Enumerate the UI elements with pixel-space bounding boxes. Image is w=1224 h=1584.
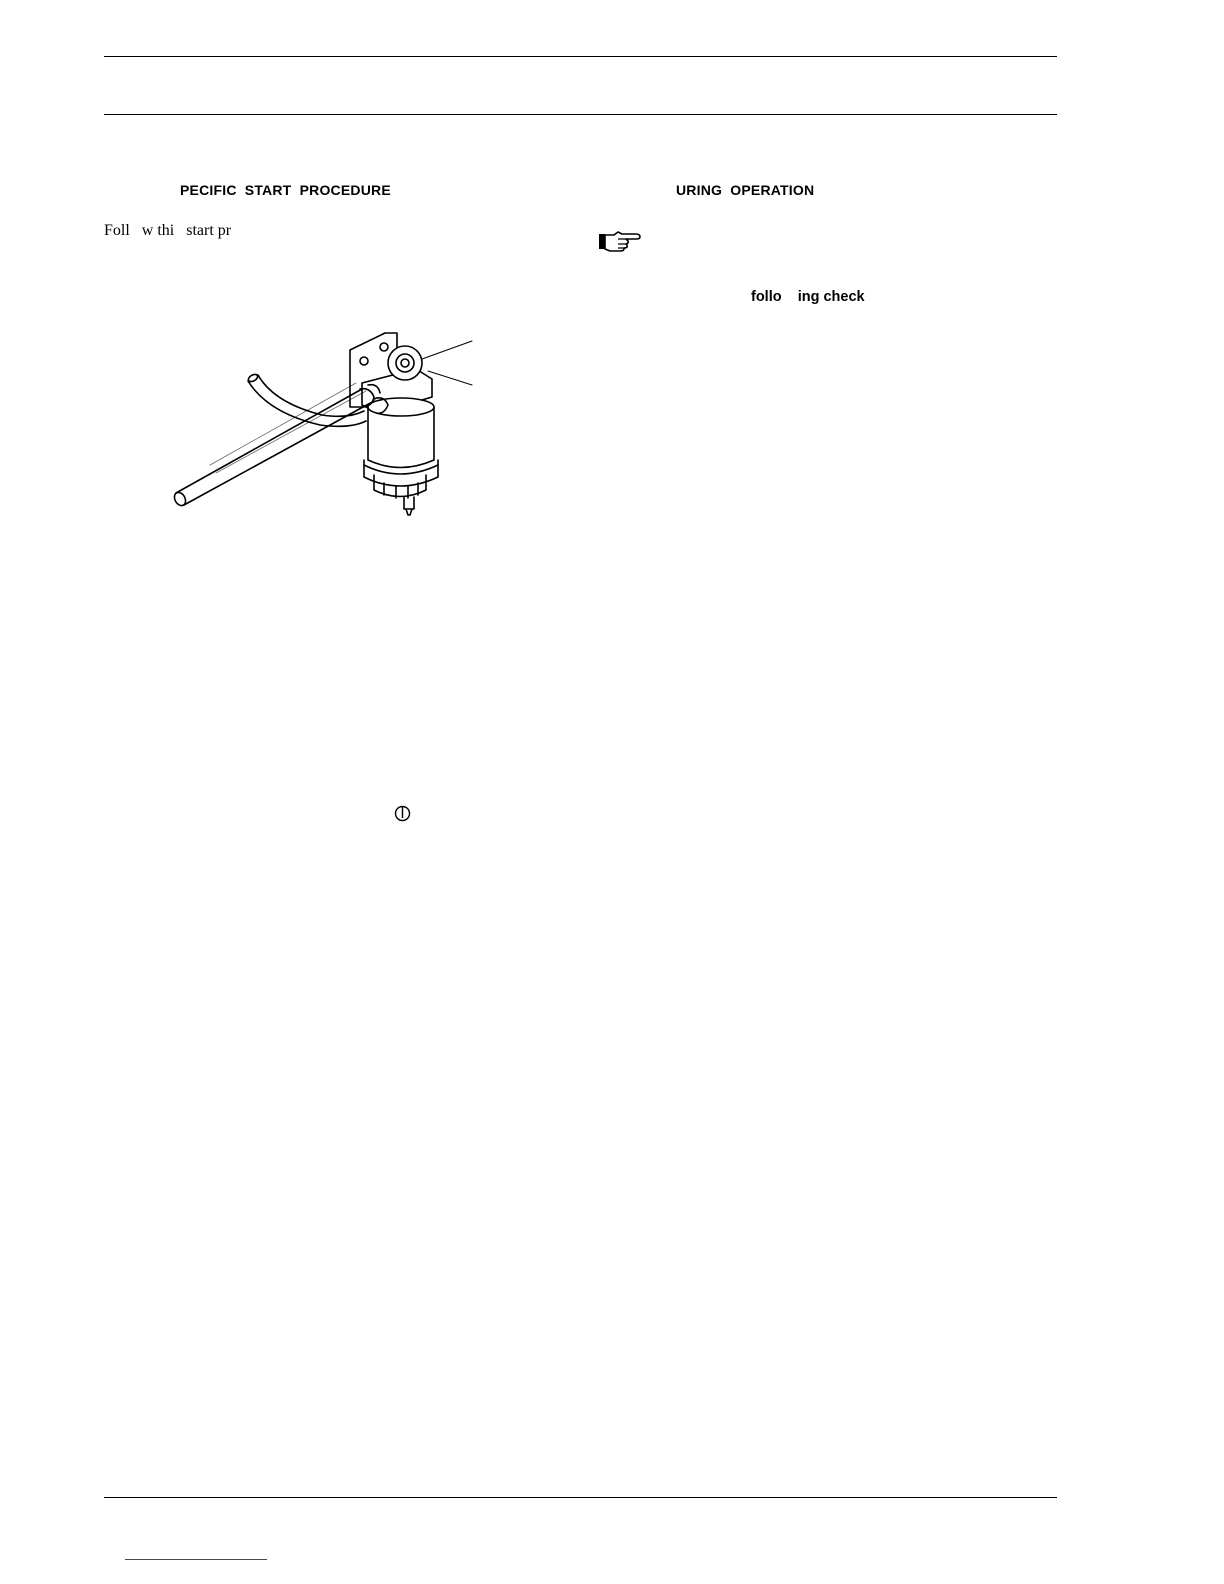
header-rule-top	[104, 56, 1057, 57]
left-section-heading: PECIFIC START PROCEDURE	[180, 182, 391, 198]
header-rule-bottom	[104, 114, 1057, 115]
pointing-hand-icon	[598, 230, 642, 254]
right-section-heading: URING OPERATION	[676, 182, 815, 198]
left-section-body: Foll w thi start pr	[104, 222, 232, 239]
footer-link[interactable]	[125, 1559, 267, 1560]
checks-intro-text: follo ing check	[751, 289, 865, 305]
footer-rule	[104, 1497, 1057, 1498]
fuel-filter-figure	[170, 325, 475, 520]
circle-symbol-icon	[394, 803, 411, 822]
